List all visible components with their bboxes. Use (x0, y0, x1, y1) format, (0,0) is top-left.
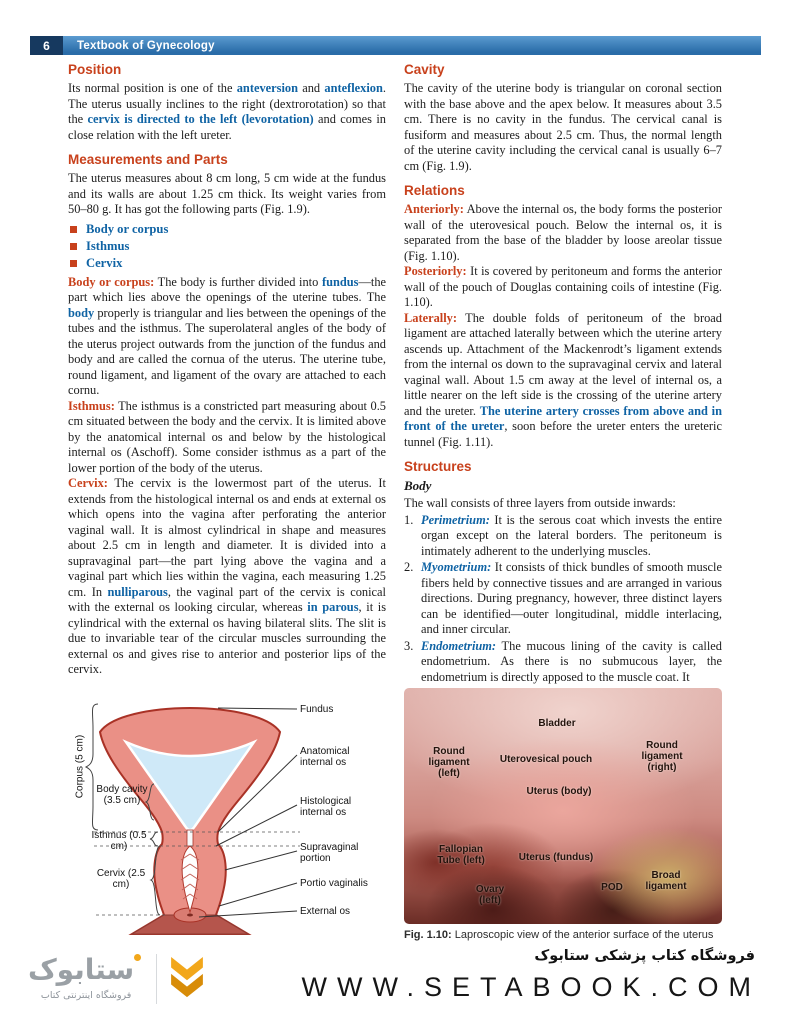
diagram-label-cervix: Cervix (2.5 cm) (96, 868, 146, 890)
photo-label-pod: POD (601, 882, 623, 893)
item-number: 1. (404, 512, 414, 527)
diagram-label-isthmus: Isthmus (0.5 cm) (91, 830, 147, 852)
position-paragraph: Its normal position is one of the anteversion and anteflexion. The uterus usually inclines to the right (dextrorotation) so that the cervix is directed to the left (levorotation) and comes in close relation with the left ureter. (68, 81, 386, 142)
item-text: Endometrium: The mucous lining of the cavity is called endometrium. As there is no submucous layer, the endometrium is directly apposed to the muscle coat. It (421, 638, 722, 684)
uterus-diagram (68, 688, 386, 938)
list-item-body-or-corpus (70, 221, 386, 238)
structure-item-myometrium (404, 560, 722, 638)
setabook-brand-name (28, 954, 144, 986)
page-number: 6 (30, 36, 63, 55)
diagram-label-portio-vaginalis: Portio vaginalis (300, 878, 368, 889)
photo-label-broad-ligament: Broad ligament (645, 870, 687, 892)
diagram-label-histological-internal-os: Histological internal os (300, 796, 352, 818)
bullet-square-icon (70, 226, 77, 233)
diagram-label-corpus: Corpus (5 cm) (74, 734, 86, 799)
setabook-logo (28, 954, 205, 1004)
logo-divider (156, 954, 157, 1004)
bookstore-url: WWW.SETABOOK.COM (301, 972, 761, 1002)
uterus-parts-list (70, 221, 386, 272)
layers-list (404, 513, 722, 686)
setabook-logo-text-block (28, 954, 144, 1001)
item-text: Perimetrium: It is the serous coat which invests the entire organ except on the lateral borders. The peritoneum is intimately adherent to the underlying muscles. (421, 512, 722, 558)
isthmus-paragraph: Isthmus: The isthmus is a constricted part measuring about 0.5 cm situated between the body and the cervix. It is limited above by the anatomical internal os and below by the histological internal os (Aschoff). Some consider isthmus as a part of the lower portion of the body of the uterus. (68, 398, 386, 475)
footer (0, 946, 789, 1021)
figure-caption-number: Fig. 1.10: (404, 929, 452, 941)
cavity-paragraph: The cavity of the uterine body is triangular on coronal section with the base above and the apex below. It measures about 3.5 cm. There is no cavity in the fundus. The cervical canal is fusiform and measures about 2.5 cm. Thus, the normal length of the uterine cavity including the cervical canal is usually 6–7 cm (Fig. 1.9). (404, 81, 722, 173)
list-item-isthmus (70, 238, 386, 255)
isthmus-channel-shape (187, 830, 193, 846)
external-os-shape (187, 914, 193, 917)
heading-structures: Structures (404, 459, 472, 474)
brand-name-text: ستابوک (28, 953, 135, 986)
heading-position: Position (68, 62, 122, 77)
photo-label-uterovesical-pouch: Uterovesical pouch (499, 754, 593, 765)
bullet-label: Body or corpus (86, 221, 169, 236)
diagram-label-external-os: External os (300, 906, 351, 917)
cervix-paragraph: Cervix: The cervix is the lowermost part of the uterus. It extends from the histological internal os and ends at external os which opens into the vagina after perforating the anterior vaginal wall. It is almost cylindrical in shape and measures about 2.5 cm in length and diameter. It is divided into a supravaginal part—the part lying above the vagina and a vaginal part which lies within the vagina, each measuring 1.25 cm. In nulliparous, the vaginal part of the cervix is conical with the external os looking circular, whereas in parous, it is cylindrical with the external os having bilateral slits. The slit is due to invariable tear of the circular muscles surrounding the external os and gives rise to anterior and posterior lips of the cervix. (68, 476, 387, 676)
photo-label-bladder: Bladder (538, 718, 576, 729)
photo-label-round-ligament-right: Round ligament (right) (641, 740, 683, 773)
bullet-square-icon (70, 243, 77, 250)
photo-label-fallopian-tube-left: Fallopian Tube (left) (437, 844, 485, 866)
photo-label-ovary-left: Ovary (left) (475, 884, 505, 906)
figure-caption (404, 929, 722, 941)
content-columns (68, 60, 722, 686)
diagram-label-fundus: Fundus (300, 704, 334, 715)
left-column (68, 60, 386, 686)
book-title: Textbook of Gynecology (77, 39, 215, 52)
structures-intro: The wall consists of three layers from outside inwards: (404, 496, 676, 510)
laterally-paragraph: Laterally: The double folds of peritoneum of the broad ligament are attached laterally between which the uterine artery ascends up. Attachment of the Mackenrodt’s ligament extends from the internal os down to the supravaginal cervix and lateral vaginal wall. About 1.5 cm away at the level of internal os, a little nearer on the left side is the crossing of the uterine artery and the ureter. The uterine artery crosses from above and in front of the ureter, soon before the ureter enters the ureteric tunnel (Fig. 1.11). (404, 310, 722, 449)
bullet-square-icon (70, 260, 77, 267)
heading-relations: Relations (404, 183, 465, 198)
brand-dot-icon (134, 954, 141, 961)
heading-cavity: Cavity (404, 62, 445, 77)
bookstore-tagline: فروشگاه کتاب پزشکی ستابوک (534, 948, 755, 964)
list-item-cervix (70, 255, 386, 272)
item-text: Myometrium: It consists of thick bundles of smooth muscle fibers held by connective tissues and are arranged in various directions. During pregnancy, however, three distinct layers can be identified—outer longitudinal, middle interlacing, and inner circular. (421, 560, 722, 636)
photo-label-round-ligament-left: Round ligament (left) (428, 746, 470, 779)
header-bar (30, 36, 761, 55)
diagram-label-supravaginal-portion: Supravaginal portion (300, 842, 359, 864)
photo-label-uterus-body: Uterus (body) (526, 786, 592, 797)
posteriorly-paragraph: Posteriorly: It is covered by peritoneum and forms the anterior wall of the pouch of Douglas containing coils of intestine (Fig. 1.10). (404, 264, 722, 309)
item-number: 3. (404, 638, 414, 653)
figure-caption-text: Laproscopic view of the anterior surface of the uterus (454, 929, 714, 941)
chevron-stack-icon (169, 954, 205, 998)
bullet-label: Isthmus (86, 238, 130, 253)
photo-label-uterus-fundus: Uterus (fundus) (518, 852, 594, 863)
bullet-label: Cervix (86, 255, 123, 270)
laparoscopy-photo (404, 688, 722, 924)
measurements-paragraph: The uterus measures about 8 cm long, 5 cm wide at the fundus and its walls are about 1.25 cm thick. Its weight varies from 50–80 g. It has got the following parts (Fig. 1.9). (68, 171, 386, 216)
right-column (404, 60, 722, 686)
diagram-label-body-cavity: Body cavity (3.5 cm) (96, 784, 148, 806)
diagram-label-anatomical-internal-os: Anatomical internal os (300, 746, 350, 768)
item-number: 2. (404, 560, 414, 574)
structure-item-perimetrium (404, 513, 722, 560)
laparoscopy-figure (404, 688, 722, 941)
setabook-brand-subtitle: فروشگاه اینترنتی کتاب (40, 990, 132, 1001)
subheading-body: Body (404, 478, 432, 493)
anteriorly-paragraph: Anteriorly: Above the internal os, the body forms the posterior wall of the uterovesical pouch. Below the internal os, it is separated from the base of the bladder by loose areolar tissue (Fig. 1.10). (404, 202, 722, 263)
heading-measurements: Measurements and Parts (68, 152, 228, 167)
structure-item-endometrium (404, 639, 722, 686)
body-corpus-paragraph: Body or corpus: The body is further divided into fundus—the part which lies above the openings of the uterine tubes. The body properly is triangular and lies between the openings of the tubes and the isthmus. The superolateral angles of the body of the uterus project outwards from the junction of the fundus and body and are called the cornua of the uterus. The uterine tube, round ligament, and ligament of the ovary are attached to each cornu. (68, 274, 387, 397)
